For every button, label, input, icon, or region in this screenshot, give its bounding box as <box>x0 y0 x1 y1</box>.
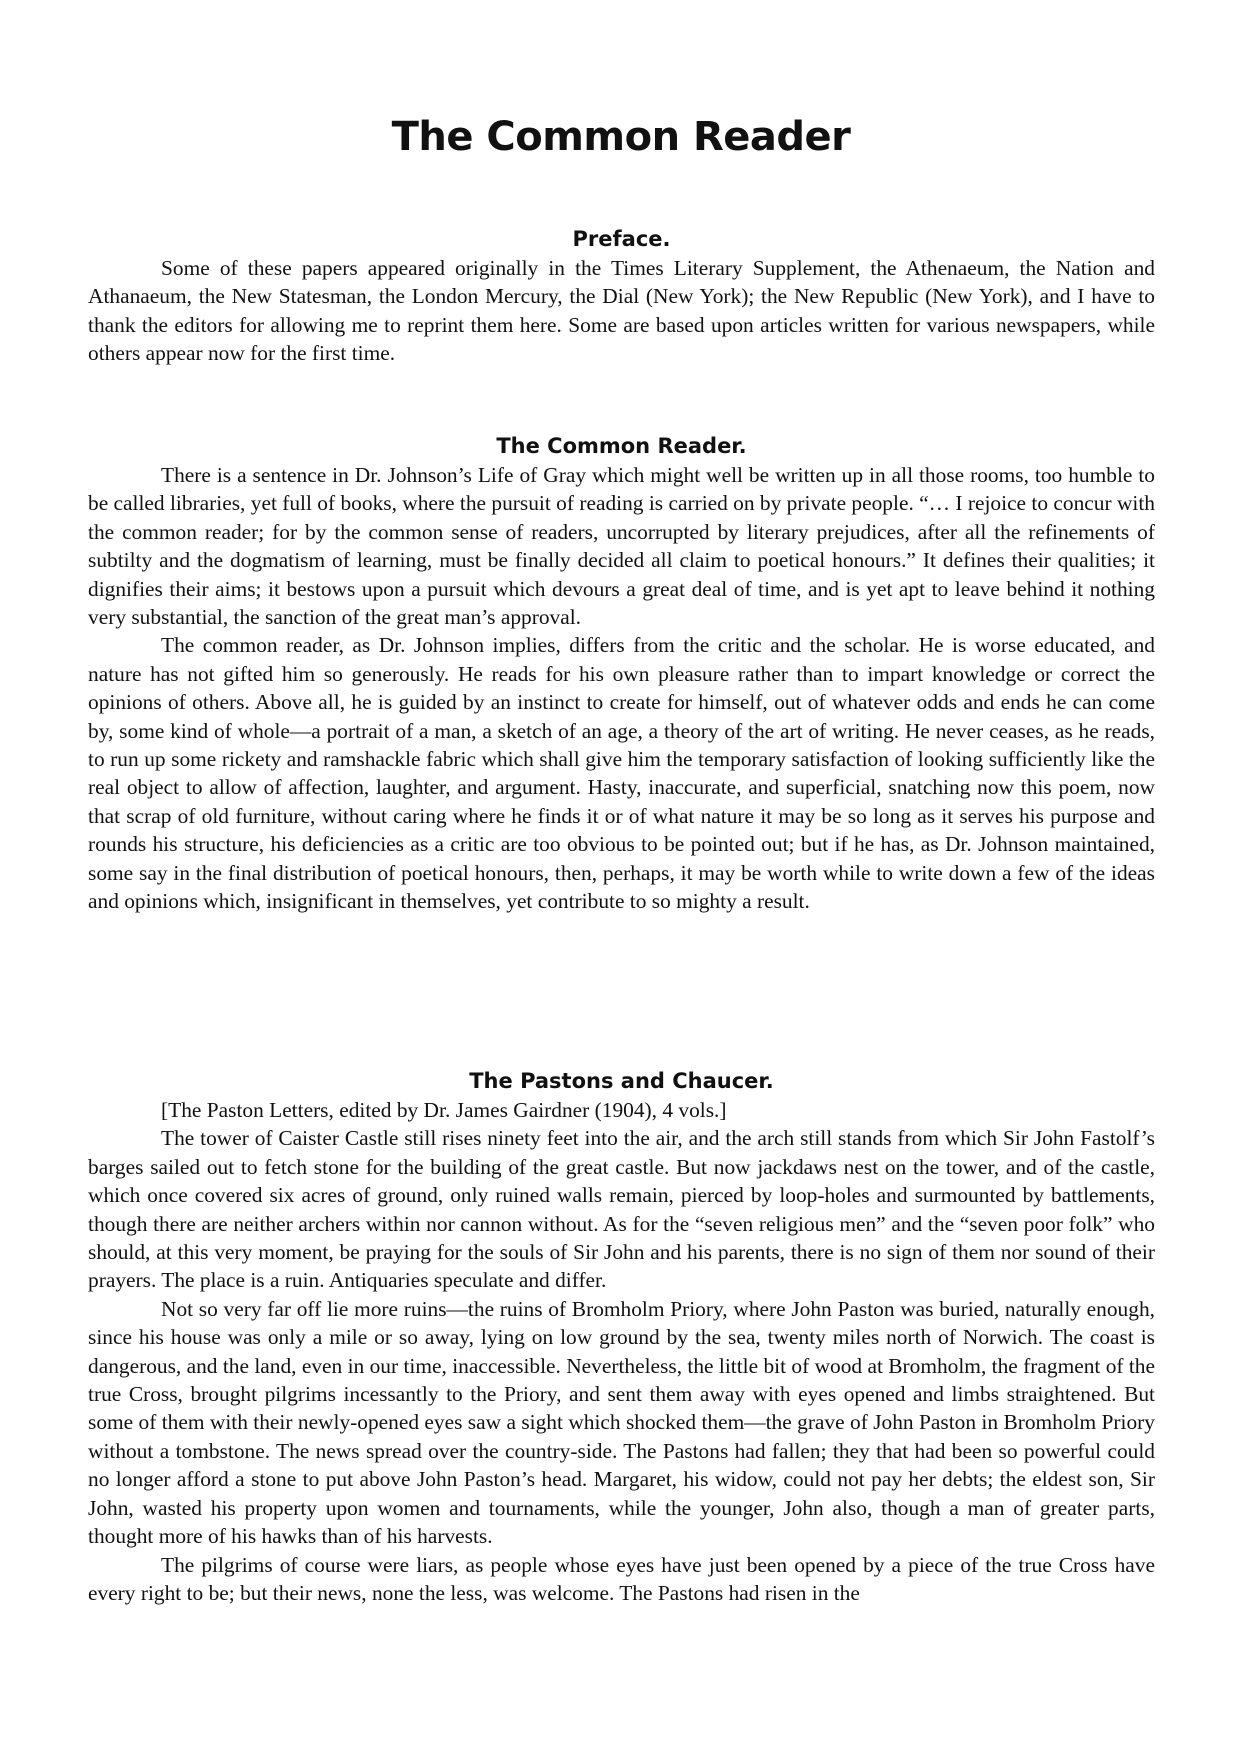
paragraph: Not so very far off lie more ruins—the ruins of Bromholm Priory, where John Paston was buried, naturally enough, since his house was only a mile or so away, lying on low ground by the sea, twenty miles north of Norwich. The coast is dangerous, and the land, even in our time, inaccessible. Nevertheless, the little bit of wood at Bromholm, the fragment of the true Cross, brought pilgrims incessantly to the Priory, and sent them away with eyes opened and limbs straightened. But some of them with their newly-opened eyes saw a sight which shocked them—the grave of John Paston in Bromholm Priory without a tombstone. The news spread over the country-side. The Pastons had fallen; they that had been so powerful could no longer afford a stone to put above John Paston’s head. Margaret, his widow, could not pay her debts; the eldest son, Sir John, wasted his property upon women and tournaments, while the younger, John also, though a man of greater parts, thought more of his hawks than of his harvests. <box>88 1296 1155 1549</box>
paragraph: The tower of Caister Castle still rises ninety feet into the air, and the arch still stands from which Sir John Fastolf’s barges sailed out to fetch stone for the building of the great castle. But now jackdaws nest on the tower, and of the castle, which once covered six acres of ground, only ruined walls remain, pierced by loop-holes and surmounted by battlements, though there are neither archers within nor cannon without. As for the “seven religious men” and the “seven poor folk” who should, at this very moment, be praying for the souls of Sir John and his parents, there is no sign of them nor sound of their prayers. The place is a ruin. Antiquaries speculate and differ. <box>88 1126 1155 1293</box>
section-heading: Preface. <box>572 227 671 251</box>
preface-section <box>88 224 1155 368</box>
section-heading: The Pastons and Chaucer. <box>469 1069 774 1093</box>
paragraph: There is a sentence in Dr. Johnson’s Life of Gray which might well be written up in all those rooms, too humble to be called libraries, yet full of books, where the pursuit of reading is carried on by private people. “… I rejoice to concur with the common reader; for by the common sense of readers, uncorrupted by literary prejudices, after all the refinements of subtilty and the dogmatism of learning, must be finally decided all claim to poetical honours.” It defines their qualities; it dignifies their aims; it bestows upon a pursuit which devours a great deal of time, and is yet apt to leave behind it nothing very substantial, the sanction of the great man’s approval. <box>88 463 1155 630</box>
paragraph: Some of these papers appeared originally in the Times Literary Supplement, the Athenaeum, the Nation and Athanaeum, the New Statesman, the London Mercury, the Dial (New York); the New Republic (New York), and I have to thank the editors for allowing me to reprint them here. Some are based upon articles written for various newspapers, while others appear now for the first time. <box>88 256 1155 366</box>
pastons-chaucer-section <box>88 1066 1155 1607</box>
section-heading: The Common Reader. <box>496 434 747 458</box>
common-reader-section <box>88 431 1155 916</box>
paragraph: The common reader, as Dr. Johnson implies, differs from the critic and the scholar. He is worse educated, and nature has not gifted him so generously. He reads for his own pleasure rather than to impart knowledge or correct the opinions of others. Above all, he is guided by an instinct to create for himself, out of whatever odds and ends he can come by, some kind of whole—a portrait of a man, a sketch of an age, a theory of the art of writing. He never ceases, as he reads, to run up some rickety and ramshackle fabric which shall give him the temporary satisfaction of looking sufficiently like the real object to allow of affection, laughter, and argument. Hasty, inaccurate, and superficial, snatching now this poem, now that scrap of old furniture, without caring where he finds it or of what nature it may be so long as it serves his purpose and rounds his structure, his deficiencies as a critic are too obvious to be pointed out; but if he has, as Dr. Johnson maintained, some say in the final distribution of poetical honours, then, perhaps, it may be worth while to write down a few of the ideas and opinions which, insignificant in themselves, yet contribute to so mighty a result. <box>88 633 1155 914</box>
document-title: The Common Reader <box>391 114 851 160</box>
citation-paragraph: [The Paston Letters, edited by Dr. James Gairdner (1904), 4 vols.] <box>161 1098 727 1122</box>
paragraph: The pilgrims of course were liars, as people whose eyes have just been opened by a piece of the true Cross have every right to be; but their news, none the less, was welcome. The Pastons had risen in the <box>88 1552 1155 1605</box>
